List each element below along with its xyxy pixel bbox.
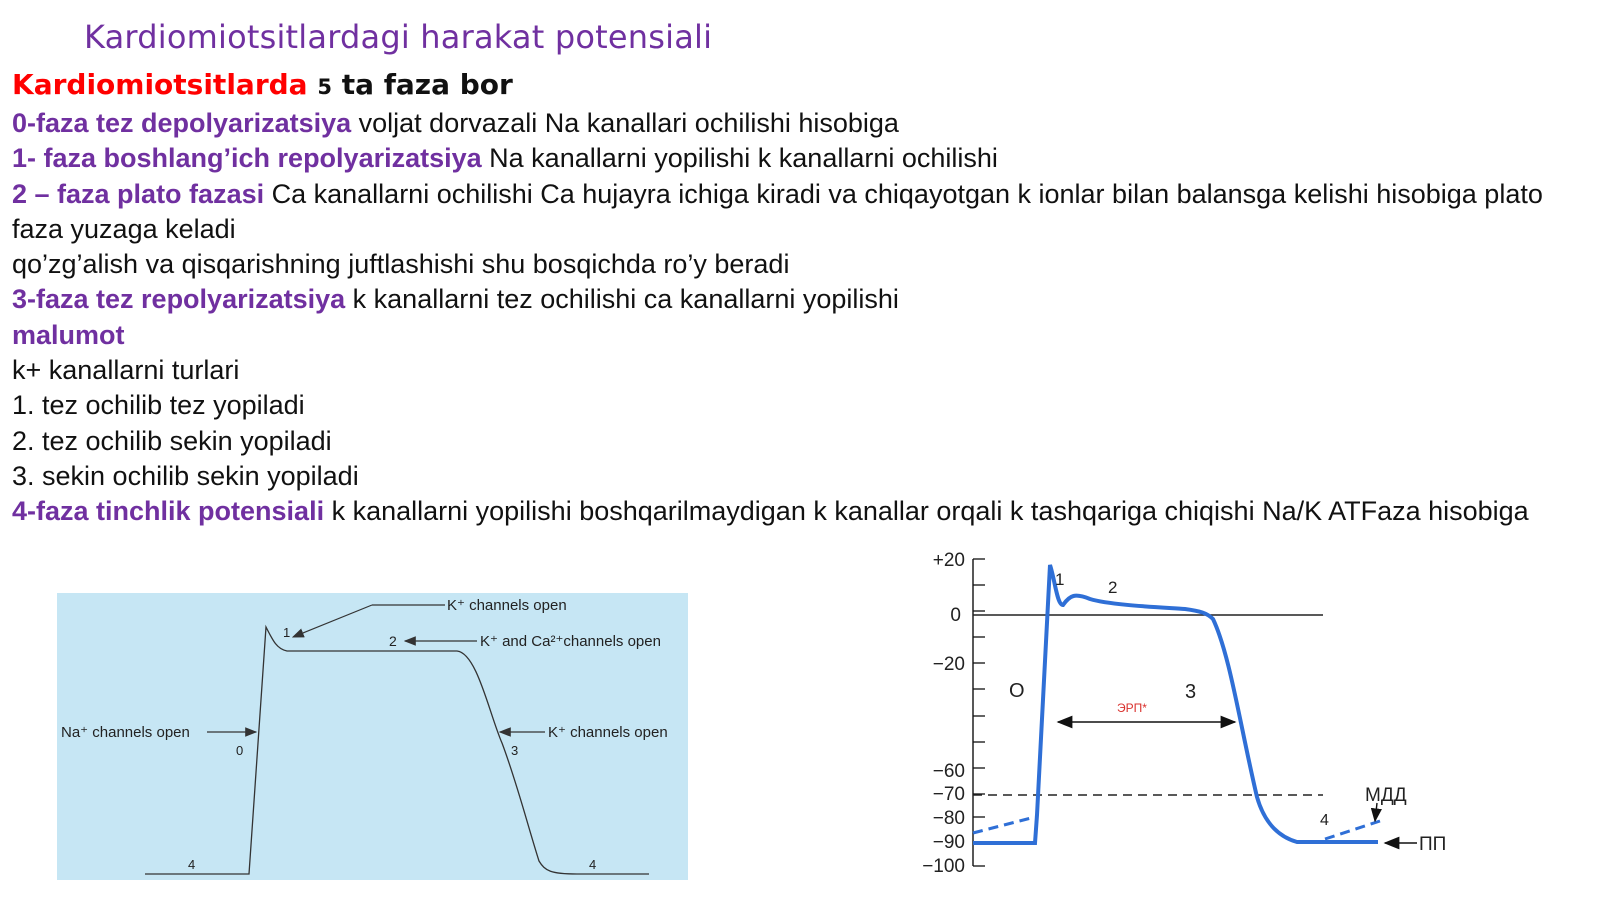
- tick-minus80: −80: [932, 808, 965, 829]
- channels-diagram-svg: [57, 593, 688, 880]
- phase2-label-right: 2: [1108, 578, 1118, 597]
- tick-minus20: −20: [932, 654, 965, 675]
- phase1-line: [12, 141, 1592, 176]
- tick-minus60: −60: [932, 761, 965, 782]
- mdd-label: МДД: [1365, 785, 1407, 806]
- phase4-text: k kanallarni yopilishi boshqarilmaydigan k kanallar orqali k tashqariga chiqishi Na/K ATFaza hisobiga: [324, 496, 1529, 527]
- na-open-label: Na⁺ channels open: [61, 724, 190, 741]
- phase1-label-left: 1: [283, 625, 291, 640]
- phase3-label-right: 3: [1185, 681, 1197, 703]
- tick-minus100: −100: [922, 856, 965, 877]
- phase2-label-left: 2: [389, 633, 397, 649]
- k-open-top-arrow: [293, 605, 372, 637]
- phase0-heading: 0-faza tez depolyarizatsiya: [12, 108, 352, 138]
- phase3-text: k kanallarni tez ochilishi ca kanallarni yopilishi: [345, 284, 899, 315]
- phase1-text: Na kanallarni yopilishi k kanallarni ochilishi: [481, 143, 998, 174]
- k-open-top-label: K⁺ channels open: [447, 597, 567, 614]
- phase2-line: [12, 177, 1592, 248]
- tick-minus90: −90: [932, 832, 965, 853]
- k-type-2: 2. tez ochilib sekin yopiladi: [12, 425, 332, 456]
- intro-number: 5: [317, 75, 332, 99]
- phase4b-label-left: 4: [589, 857, 597, 872]
- y-tick-marks: [973, 559, 985, 866]
- k-ca-open-label: K⁺ and Ca²⁺channels open: [480, 633, 661, 650]
- tick-plus20: +20: [932, 550, 965, 571]
- action-potential-curve: [145, 627, 649, 874]
- action-potential-curve-blue: [973, 565, 1378, 843]
- k-channel-types-heading: k+ kanallarni turlari: [12, 355, 240, 386]
- phase1-heading: 1- faza boshlang’ich repolyarizatsiya: [12, 143, 482, 174]
- k-type-1: 1. tez ochilib tez yopiladi: [12, 390, 305, 421]
- pp-label: ПП: [1419, 834, 1447, 855]
- phase0-label-left: 0: [236, 743, 244, 758]
- phase2-text: Ca kanallarni ochilishi Ca hujayra ichiga kiradi va chiqayotgan k ionlar bilan balansga kelishi hisobiga plato faza yuzaga keladi: [12, 178, 1543, 244]
- tick-0: 0: [950, 605, 961, 626]
- prepotential-left-dashed: [973, 817, 1035, 833]
- k-type-3: 3. sekin ochilib sekin yopiladi: [12, 460, 359, 491]
- info-heading: malumot: [12, 319, 125, 350]
- potential-graph: [895, 545, 1455, 890]
- tick-minus70: −70: [932, 784, 965, 805]
- phase0-label-right: O: [1009, 680, 1025, 702]
- intro-line: [12, 68, 513, 101]
- intro-rest: ta faza bor: [341, 68, 513, 101]
- phase4-label-right: 4: [1320, 812, 1329, 829]
- phase4-line: [12, 494, 1592, 529]
- coupling-line: qo’zg’alish va qisqarishning juftlashishi shu bosqichda ro’y beradi: [12, 249, 790, 280]
- slide-title: Kardiomiotsitlardagi harakat potensiali: [84, 18, 713, 56]
- phase1-label-right: 1: [1055, 570, 1065, 589]
- phase4a-label-left: 4: [188, 857, 196, 872]
- k-open-right-label: K⁺ channels open: [548, 724, 668, 741]
- prepotential-right-dashed: [1325, 821, 1380, 839]
- intro-red-word: Kardiomiotsitlarda: [12, 68, 308, 101]
- potential-graph-svg: [895, 545, 1455, 890]
- phase4-heading: 4-faza tinchlik potensiali: [12, 496, 325, 527]
- phase2-heading: 2 – faza plato fazasi: [12, 178, 265, 209]
- phase3-label-left: 3: [511, 743, 519, 758]
- erp-label: ЭРП*: [1117, 701, 1147, 715]
- phase3-heading: 3-faza tez repolyarizatsiya: [12, 284, 346, 315]
- phase0-text: voljat dorvazali Na kanallari ochilishi hisobiga: [351, 108, 899, 138]
- phase0-line: [12, 106, 1592, 141]
- phase3-line: [12, 282, 1592, 317]
- channels-diagram: [57, 593, 688, 880]
- body-text: [12, 106, 1592, 530]
